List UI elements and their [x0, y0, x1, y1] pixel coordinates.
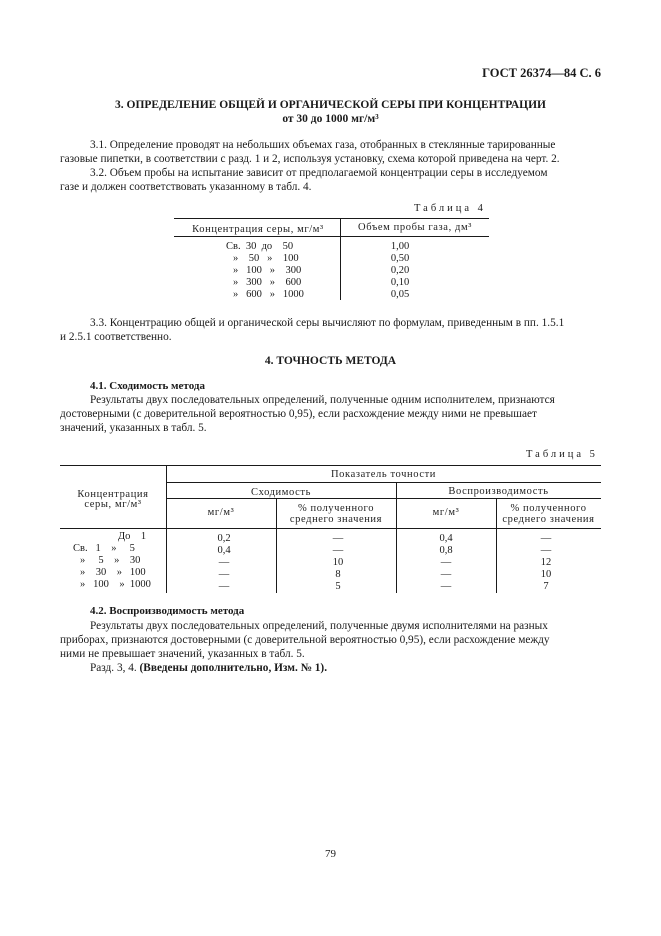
- table-4-header-concentration: Концентрация серы, мг/м³: [192, 224, 324, 235]
- amendment-note-text: Разд. 3, 4.: [90, 662, 140, 674]
- table-5-row-conv-mg: —: [218, 569, 230, 580]
- table-4-row-vol: 0,05: [390, 289, 410, 300]
- table-4-caption: Таблица 4: [414, 203, 486, 214]
- paragraph-3-2-line1: 3.2. Объем пробы на испытание зависит от предполагаемой концентрации серы в исследуемом: [90, 167, 548, 179]
- table-4-row-conc: » 300 » 600: [233, 277, 302, 288]
- table-5-row-repr-mg: 0,8: [439, 545, 453, 556]
- paragraph-3-1-line1: 3.1. Определение проводят на небольших объемах газа, отобранных в стеклянные тарированные: [90, 139, 556, 151]
- table-5-row-conc: » 5 » 30: [80, 555, 141, 566]
- table-5-row-conv-mg: 0,2: [217, 533, 231, 544]
- table-5-row-conv-pct: —: [332, 533, 344, 544]
- page-header: ГОСТ 26374—84 С. 6: [482, 66, 601, 80]
- table-5-row-conv-pct: —: [332, 545, 344, 556]
- table-5-row-repr-pct: —: [540, 545, 552, 556]
- section-4-title: 4. ТОЧНОСТЬ МЕТОДА: [264, 355, 397, 367]
- table-5-row-repr-pct: 10: [540, 569, 552, 580]
- table-5-row-conc: » 30 » 100: [80, 567, 146, 578]
- table-5-row-conc: » 100 » 1000: [80, 579, 151, 590]
- table-4-row-vol: 1,00: [390, 241, 410, 252]
- table-5-header-convergence: Сходимость: [251, 487, 311, 498]
- paragraph-4-1-line2: достоверными (с доверительной вероятностью 0,95), если расхождение между ними не превышает: [60, 408, 537, 420]
- table-5-row-repr-pct: 12: [540, 557, 552, 568]
- page-number: 79: [325, 848, 336, 860]
- paragraph-4-2-line3: ними не превышает значений, указанных в табл. 5.: [60, 648, 305, 660]
- paragraph-4-1-line3: значений, указанных в табл. 5.: [60, 422, 207, 434]
- table-4-top-rule: [174, 218, 489, 219]
- table-5-subheader-mg-1: мг/м³: [207, 507, 235, 518]
- table-5-rule-h1: [166, 482, 601, 483]
- table-5-row-repr-mg: —: [440, 569, 452, 580]
- table-5-row-conc: Св. 1 » 5: [73, 543, 135, 554]
- paragraph-4-2-line1: Результаты двух последовательных определений, полученные двумя исполнителями на разных: [90, 620, 548, 632]
- table-5-header-conc-line1: Концентрация: [77, 489, 149, 500]
- table-5-header-conc-line2: серы, мг/м³: [84, 499, 142, 510]
- table-4-row-conc: Св. 30 до 50: [226, 241, 294, 252]
- table-5-caption: Таблица 5: [526, 449, 598, 460]
- table-5-header-rule: [60, 528, 601, 529]
- table-5-rule-h2: [166, 498, 601, 499]
- table-5-subheader-pct-1-line1: % полученного: [297, 503, 375, 514]
- paragraph-3-3-line1: 3.3. Концентрацию общей и органической серы вычисляют по формулам, приведенным в пп. 1.5.1: [90, 317, 565, 329]
- table-5-row-repr-mg: —: [440, 581, 452, 592]
- table-5-subheader-pct-2-line1: % полученного: [510, 503, 587, 514]
- table-4-header-rule: [174, 236, 489, 237]
- table-5-subheader-pct-2-line2: среднего значения: [502, 514, 595, 525]
- table-4-header-volume: Объем пробы газа, дм³: [358, 222, 472, 233]
- section-3-subtitle: от 30 до 1000 мг/м³: [282, 113, 379, 125]
- amendment-note: [90, 661, 600, 676]
- table-5-row-conv-pct: 5: [335, 581, 341, 592]
- table-5-header-reproducibility: Воспроизводимость: [448, 486, 549, 497]
- table-5-row-conv-mg: —: [218, 581, 230, 592]
- amendment-note-bold: (Введены дополнительно, Изм. № 1).: [139, 662, 328, 674]
- paragraph-3-3-line2: и 2.5.1 соответственно.: [60, 331, 172, 343]
- table-5-subheader-mg-2: мг/м³: [432, 507, 460, 518]
- table-5-row-repr-mg: 0,4: [439, 533, 453, 544]
- paragraph-4-1-line1: Результаты двух последовательных определений, полученные одним исполнителем, признаются: [90, 394, 555, 406]
- section-3-title: 3. ОПРЕДЕЛЕНИЕ ОБЩЕЙ И ОРГАНИЧЕСКОЙ СЕРЫ ПРИ КОНЦЕНТРАЦИИ: [115, 99, 546, 111]
- table-5-row-repr-pct: 7: [543, 581, 549, 592]
- table-4-row-vol: 0,20: [390, 265, 410, 276]
- table-4-row-conc: » 50 » 100: [233, 253, 299, 264]
- table-4-column-rule: [340, 218, 341, 300]
- table-4-row-vol: 0,10: [390, 277, 410, 288]
- table-4-row-vol: 0,50: [390, 253, 410, 264]
- table-5-row-conv-pct: 8: [335, 569, 341, 580]
- table-5-top-rule: [60, 465, 601, 466]
- table-5-row-conv-mg: —: [218, 557, 230, 568]
- table-5-row-conv-mg: 0,4: [217, 545, 231, 556]
- table-5-row-repr-mg: —: [440, 557, 452, 568]
- subsection-4-1-title: 4.1. Сходимость метода: [90, 380, 205, 392]
- table-4-row-conc: » 100 » 300: [233, 265, 302, 276]
- table-5-header-indicator: Показатель точности: [331, 469, 436, 480]
- table-5-row-repr-pct: —: [540, 533, 552, 544]
- table-4-row-conc: » 600 » 1000: [233, 289, 304, 300]
- table-5-row-conc: До 1: [118, 531, 147, 542]
- paragraph-4-2-line2: приборах, признаются достоверными (с доверительной вероятностью 0,95), если расхождение между: [60, 634, 550, 646]
- table-5-rule-v1: [166, 465, 167, 593]
- table-5-row-conv-pct: 10: [332, 557, 344, 568]
- table-5-subheader-pct-1-line2: среднего значения: [289, 514, 383, 525]
- paragraph-3-2-line2: газе и должен соответствовать указанному в табл. 4.: [60, 181, 312, 193]
- subsection-4-2-title: 4.2. Воспроизводимость метода: [90, 605, 245, 617]
- paragraph-3-1-line2: газовые пипетки, в соответствии с разд. 1 и 2, используя установку, схема которой приведена на черт. 2.: [60, 153, 560, 165]
